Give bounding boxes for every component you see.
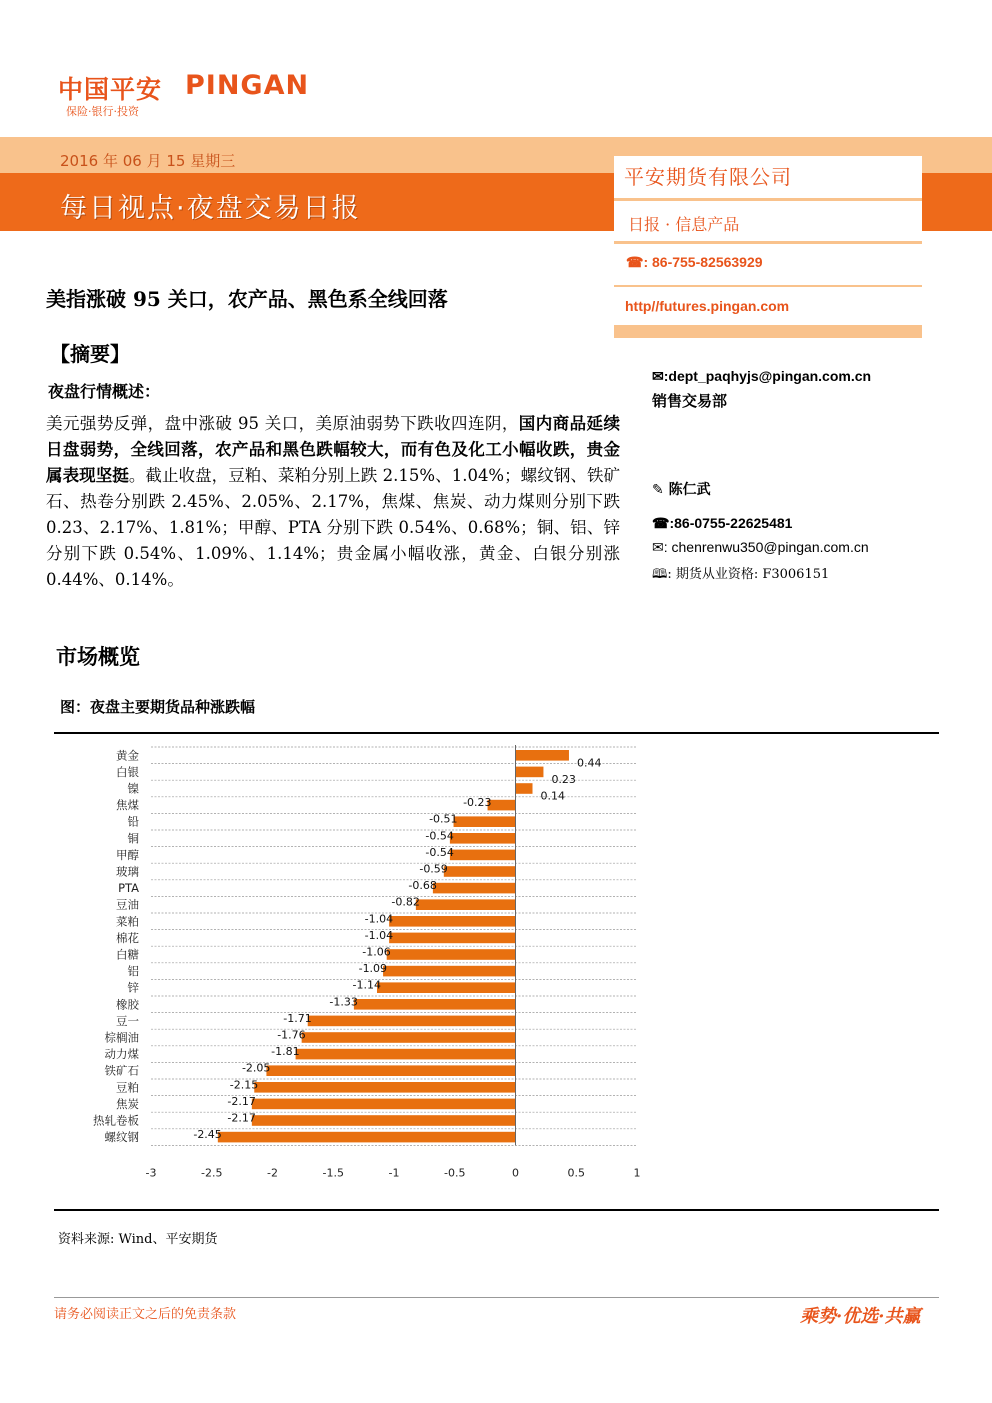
bar bbox=[383, 966, 515, 977]
data-label: -1.71 bbox=[283, 1011, 312, 1025]
data-label: 0.14 bbox=[540, 789, 566, 803]
company-url-link[interactable]: http//futures.pingan.com bbox=[625, 298, 790, 314]
data-label: -1.14 bbox=[352, 978, 381, 992]
category-label: 橡胶 bbox=[116, 997, 139, 1012]
category-label: 螺纹钢 bbox=[104, 1130, 139, 1145]
category-label: 豆油 bbox=[116, 897, 139, 912]
bar bbox=[218, 1132, 516, 1143]
category-label: 铁矿石 bbox=[104, 1063, 139, 1078]
data-label: -2.17 bbox=[227, 1111, 256, 1125]
bar bbox=[266, 1065, 515, 1076]
bar bbox=[516, 783, 533, 794]
para-text: 。截止收盘，豆粕、菜粕分别上跌 2.15%、1.04%；螺纹钢、铁矿石、热卷分别跌 2.45%、2.05%、2.17%，焦煤、焦炭、动力煤则分别下跌 0.23、2.17%、1.81%；甲醇、PTA 分别下跌 0.54%、0.68%；铜、铝、锌分别下跌 0.54%、1.09%、1.14%；贵金属小幅收涨，黄金、白银分别涨 0.44%、0.14%。 bbox=[46, 466, 621, 589]
category-label: 甲醇 bbox=[116, 847, 139, 862]
bar bbox=[488, 800, 516, 811]
category-label: PTA bbox=[118, 881, 139, 896]
phone-icon: ☎: bbox=[626, 254, 649, 270]
category-label: 铜 bbox=[127, 831, 139, 846]
category-label: 铅 bbox=[127, 814, 139, 829]
data-label: -1.04 bbox=[364, 928, 394, 942]
x-tick-label: -1.5 bbox=[322, 1166, 344, 1180]
author-cert bbox=[652, 563, 829, 587]
bar bbox=[450, 833, 516, 844]
category-label: 焦煤 bbox=[116, 798, 139, 813]
company-phone-value: 86-755-82563929 bbox=[652, 254, 763, 270]
dept-name: 销售交易部 bbox=[652, 392, 728, 410]
author-phone-value: :86-0755-22625481 bbox=[669, 515, 793, 531]
category-label: 白银 bbox=[116, 764, 139, 779]
mail-icon: ✉ bbox=[652, 539, 664, 555]
category-label: 棕榈油 bbox=[104, 1030, 139, 1045]
pen-icon: ✎ bbox=[652, 482, 664, 498]
bar bbox=[433, 883, 516, 894]
bar bbox=[516, 767, 544, 778]
report-type: 日报 · 信息产品 bbox=[628, 215, 740, 234]
bar-chart bbox=[54, 736, 934, 1206]
overview-label: 夜盘行情概述： bbox=[48, 382, 161, 401]
bar bbox=[302, 1032, 516, 1043]
data-label: -1.04 bbox=[364, 912, 394, 926]
bar bbox=[454, 816, 516, 827]
data-label: -0.59 bbox=[419, 862, 448, 876]
data-label: -2.17 bbox=[227, 1094, 256, 1108]
logo-cn: 中国平安 bbox=[58, 75, 163, 104]
section-title: 市场概览 bbox=[56, 645, 140, 669]
bar bbox=[416, 899, 516, 910]
dept-email[interactable] bbox=[652, 368, 871, 385]
bar bbox=[254, 1082, 515, 1093]
bar bbox=[389, 933, 515, 944]
x-tick-label: 1 bbox=[633, 1166, 641, 1180]
category-label: 白糖 bbox=[116, 947, 139, 962]
data-label: -0.51 bbox=[429, 812, 458, 826]
data-label: -0.54 bbox=[425, 829, 454, 843]
bar bbox=[252, 1099, 516, 1110]
bar bbox=[354, 999, 516, 1010]
divider bbox=[614, 325, 922, 338]
x-tick-label: -1 bbox=[388, 1166, 400, 1180]
footer-divider bbox=[54, 1297, 939, 1298]
data-label: -1.33 bbox=[329, 995, 358, 1009]
x-tick-label: 0 bbox=[512, 1166, 519, 1180]
figure-rule-top bbox=[54, 732, 939, 734]
overview-paragraph bbox=[46, 411, 620, 593]
data-label: -0.54 bbox=[425, 845, 454, 859]
dept-email-value: :dept_paqhyjs@pingan.com.cn bbox=[663, 368, 872, 384]
category-label: 菜粕 bbox=[116, 914, 139, 929]
data-label: -0.82 bbox=[391, 895, 420, 909]
category-label: 镍 bbox=[127, 781, 139, 796]
para-text: 美元强势反弹，盘中涨破 95 关口，美原油弱势下跌收四连阴， bbox=[46, 414, 519, 433]
phone-icon: ☎ bbox=[652, 515, 670, 531]
company-name: 平安期货有限公司 bbox=[624, 165, 792, 189]
divider bbox=[614, 285, 922, 287]
data-label: 0.23 bbox=[551, 772, 576, 786]
bar bbox=[450, 850, 516, 861]
company-phone bbox=[626, 254, 763, 271]
category-label: 锌 bbox=[127, 980, 139, 995]
category-label: 铝 bbox=[127, 964, 139, 979]
data-label: -0.68 bbox=[408, 879, 437, 893]
report-date: 2016 年 06 月 15 星期三 bbox=[60, 152, 236, 170]
data-label: -2.05 bbox=[241, 1061, 271, 1075]
author-cert-value: : 期货从业资格: F3006151 bbox=[667, 567, 830, 582]
data-label: -1.76 bbox=[277, 1028, 306, 1042]
category-label: 棉花 bbox=[116, 930, 139, 945]
abstract-label: 【摘要】 bbox=[50, 342, 130, 366]
report-title: 每日视点·夜盘交易日报 bbox=[60, 193, 361, 224]
category-label: 玻璃 bbox=[116, 864, 139, 879]
bar bbox=[252, 1115, 516, 1126]
author bbox=[652, 479, 711, 499]
category-label: 动力煤 bbox=[104, 1047, 139, 1062]
data-label: -2.15 bbox=[229, 1078, 259, 1092]
figure-source: 资料来源: Wind、平安期货 bbox=[58, 1232, 218, 1247]
bar bbox=[516, 750, 569, 761]
data-label: 0.44 bbox=[576, 756, 602, 770]
figure-rule-bottom bbox=[54, 1209, 939, 1211]
x-tick-label: -0.5 bbox=[444, 1166, 466, 1180]
figure-title: 图：夜盘主要期货品种涨跌幅 bbox=[60, 698, 256, 716]
author-email-value: : chenrenwu350@pingan.com.cn bbox=[663, 539, 869, 555]
data-label: -2.45 bbox=[193, 1128, 222, 1142]
divider bbox=[614, 241, 922, 244]
category-label: 热轧卷板 bbox=[93, 1113, 139, 1128]
data-label: -1.06 bbox=[362, 945, 391, 959]
author-phone bbox=[652, 515, 792, 532]
bar bbox=[389, 916, 515, 927]
bar bbox=[377, 982, 516, 993]
category-label: 豆粕 bbox=[116, 1080, 139, 1095]
category-label: 焦炭 bbox=[116, 1096, 139, 1111]
disclaimer-link[interactable]: 请务必阅读正文之后的免责条款 bbox=[54, 1307, 237, 1322]
x-tick-label: -2 bbox=[267, 1166, 278, 1180]
x-tick-label: -2.5 bbox=[201, 1166, 223, 1180]
book-icon: 🕮 bbox=[652, 567, 668, 582]
category-label: 黄金 bbox=[116, 748, 139, 763]
headline: 美指涨破 95 关口，农产品、黑色系全线回落 bbox=[46, 287, 448, 311]
mail-icon: ✉ bbox=[652, 368, 664, 384]
data-label: -1.09 bbox=[358, 962, 388, 976]
bar bbox=[296, 1049, 516, 1060]
author-email[interactable] bbox=[652, 539, 869, 556]
logo-en: PINGAN bbox=[185, 70, 310, 101]
slogan: 乘势·优选·共赢 bbox=[800, 1306, 921, 1327]
bar bbox=[444, 866, 516, 877]
bar bbox=[387, 949, 516, 960]
category-label: 豆一 bbox=[116, 1013, 139, 1028]
data-label: -0.23 bbox=[463, 796, 492, 810]
para-bold-text: 国内商品延续日盘弱势，全线回落，农产品和黑色跌幅较大，而有色及化工小幅收跌，贵金属表现坚挺 bbox=[46, 414, 620, 485]
bar bbox=[308, 1016, 516, 1027]
x-tick-label: 0.5 bbox=[567, 1166, 585, 1180]
author-name: 陈仁武 bbox=[668, 482, 711, 498]
x-tick-label: -3 bbox=[145, 1166, 157, 1180]
data-label: -1.81 bbox=[271, 1045, 300, 1059]
logo-tagline: 保险·银行·投资 bbox=[66, 105, 139, 118]
